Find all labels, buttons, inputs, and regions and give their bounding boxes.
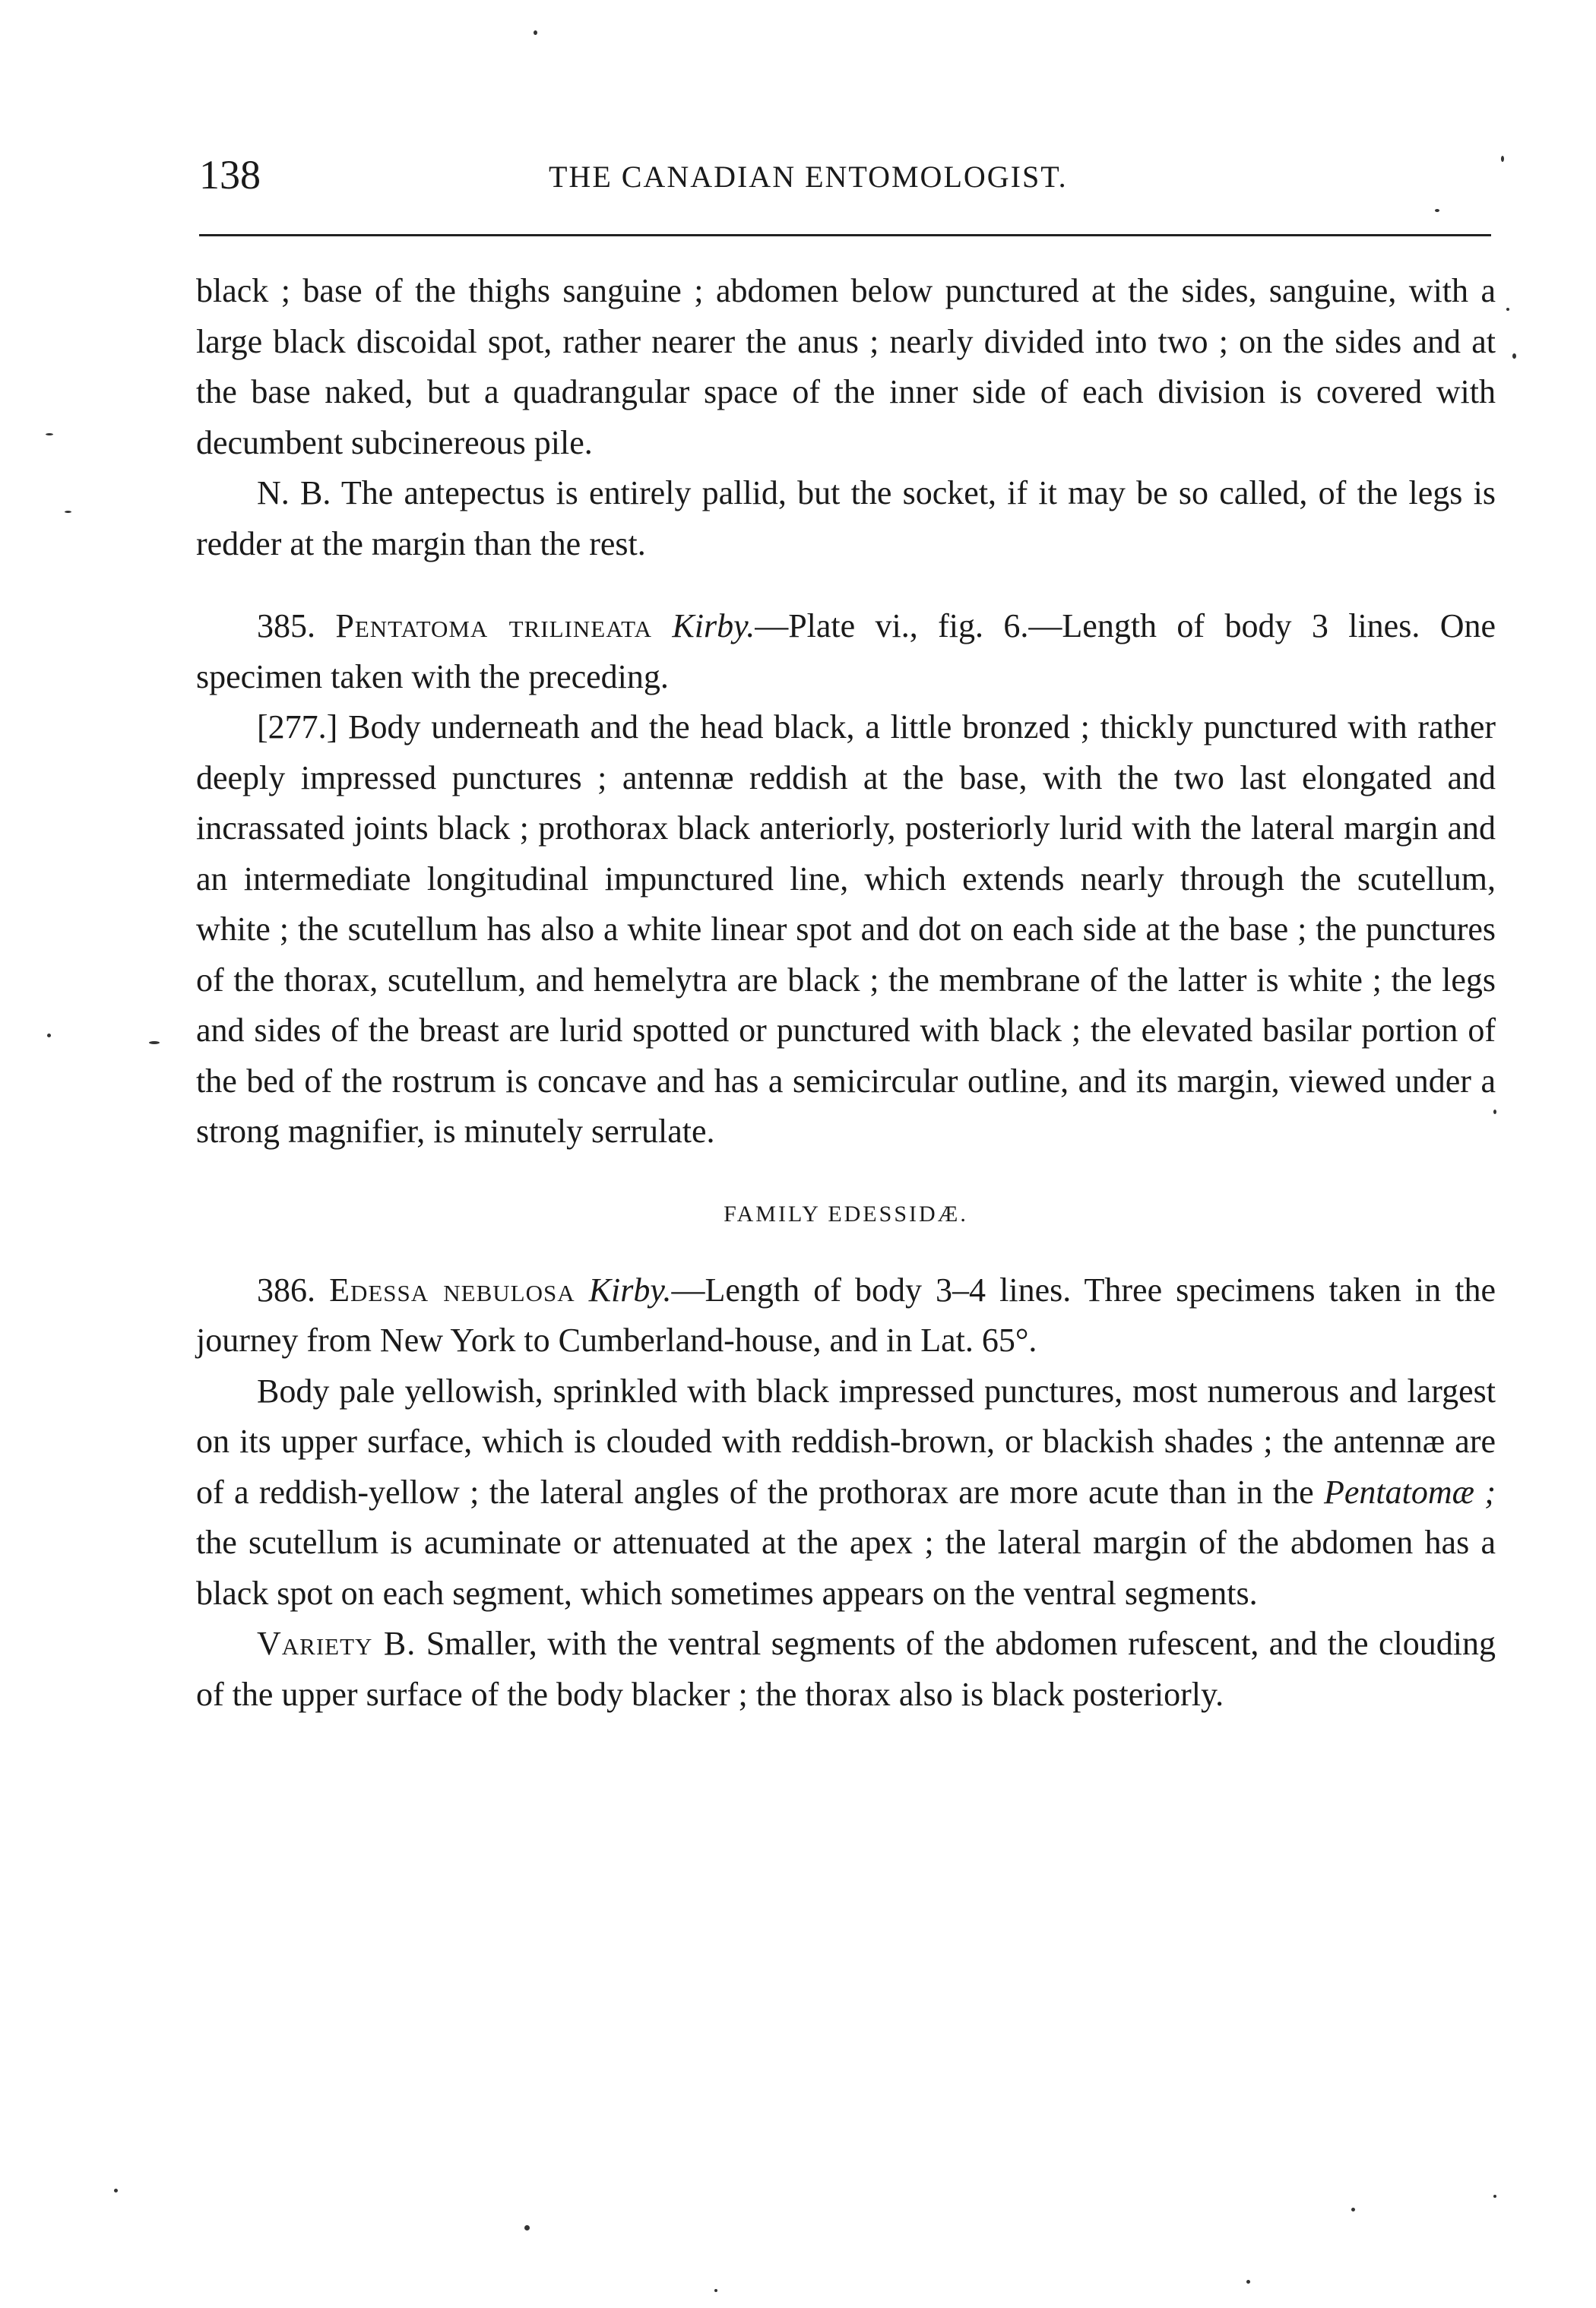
species-name: Edessa nebulosa bbox=[329, 1271, 575, 1309]
species-author: Kirby. bbox=[672, 607, 755, 644]
scan-speck bbox=[714, 2289, 717, 2292]
page-number: 138 bbox=[199, 152, 261, 198]
running-title: THE CANADIAN ENTOMOLOGIST. bbox=[549, 160, 1068, 194]
scan-speck bbox=[65, 511, 71, 513]
paragraph-277: [277.] Body underneath and the head black, a little bronzed ; thickly punctured with rather deeply impressed punctures ; antennæ reddish at the base, with the two last elongated and incrassated joints black ; prothorax black anteriorly, posteriorly lurid with the lateral margin and an intermediate longitudinal impunctured line, which extends nearly through the scutellum, white ; the scutellum has also a white linear spot and dot on each side at the base ; the punctures of the thorax, scutellum, and hemelytra are black ; the membrane of the latter is white ; the legs and sides of the breast are lurid spotted or punctured with black ; the elevated basilar portion of the bed of the rostrum is concave and has a semicircular outline, and its margin, viewed under a strong magnifier, is minutely serrulate. bbox=[196, 708, 1496, 1150]
description-text: Body pale yellowish, sprinkled with black impressed punctures, most numerous and largest on its upper surface, which is clouded with reddish-brown, or blackish shades ; the antennæ are of a reddish-yellow ; the lateral angles of the prothorax are more acute than in the bbox=[196, 1372, 1496, 1511]
scan-speck bbox=[47, 1034, 51, 1037]
scan-speck bbox=[1512, 353, 1516, 359]
scan-speck bbox=[1493, 1110, 1496, 1114]
genus-italic: Pentatomæ ; bbox=[1324, 1473, 1496, 1511]
scan-speck bbox=[1501, 156, 1504, 162]
page-header bbox=[199, 150, 1491, 211]
body-text bbox=[196, 266, 1496, 1720]
entry-386 bbox=[196, 1265, 1496, 1366]
entry-text: —Length of body 3–4 lines. Three specimens taken in the journey from New York to Cumberland-house, and in Lat. 65°. bbox=[196, 1271, 1496, 1359]
scan-speck bbox=[1435, 209, 1439, 212]
variety-text: Smaller, with the ventral segments of the abdomen rufescent, and the clouding of the upper surface of the body blacker ; the thorax also is black posteriorly. bbox=[196, 1625, 1496, 1713]
scan-speck bbox=[46, 433, 53, 435]
entry-number: 385. bbox=[257, 607, 315, 644]
entry-385 bbox=[196, 601, 1496, 702]
paragraph-continuation: black ; base of the thighs sanguine ; abdomen below punctured at the sides, sanguine, with a large black discoidal spot, rather nearer the anus ; nearly divided into two ; on the sides and at the base naked, but a quadrangular space of the inner side of each division is covered with decumbent subcinereous pile. bbox=[196, 272, 1496, 461]
paragraph-nb: N. B. The antepectus is entirely pallid, but the socket, if it may be so called, of the legs is redder at the margin than the rest. bbox=[196, 474, 1496, 562]
entry-number: 386. bbox=[257, 1271, 315, 1309]
paragraph-variety bbox=[196, 1619, 1496, 1720]
scan-speck bbox=[534, 30, 537, 35]
scan-speck bbox=[524, 2225, 530, 2230]
scan-speck bbox=[1351, 2208, 1355, 2211]
scan-speck bbox=[114, 2189, 118, 2192]
description-text-end: the scutellum is acuminate or attenuated at the apex ; the lateral margin of the abdomen has a black spot on each segment, which sometimes appears on the ventral segments. bbox=[196, 1524, 1496, 1612]
scan-speck bbox=[1246, 2280, 1250, 2284]
scan-speck bbox=[1506, 308, 1509, 311]
paragraph-description bbox=[196, 1366, 1496, 1619]
scan-speck bbox=[1493, 2195, 1496, 2198]
entry-text: —Plate vi., fig. 6.—Length of body 3 lines. One specimen taken with the preceding. bbox=[196, 607, 1496, 695]
species-author: Kirby. bbox=[588, 1271, 672, 1309]
header-rule bbox=[199, 234, 1491, 236]
scan-speck bbox=[149, 1041, 160, 1044]
family-heading: FAMILY EDESSIDÆ. bbox=[724, 1201, 968, 1227]
species-name: Pentatoma trilineata bbox=[335, 607, 652, 644]
variety-label: Variety B. bbox=[257, 1625, 416, 1662]
